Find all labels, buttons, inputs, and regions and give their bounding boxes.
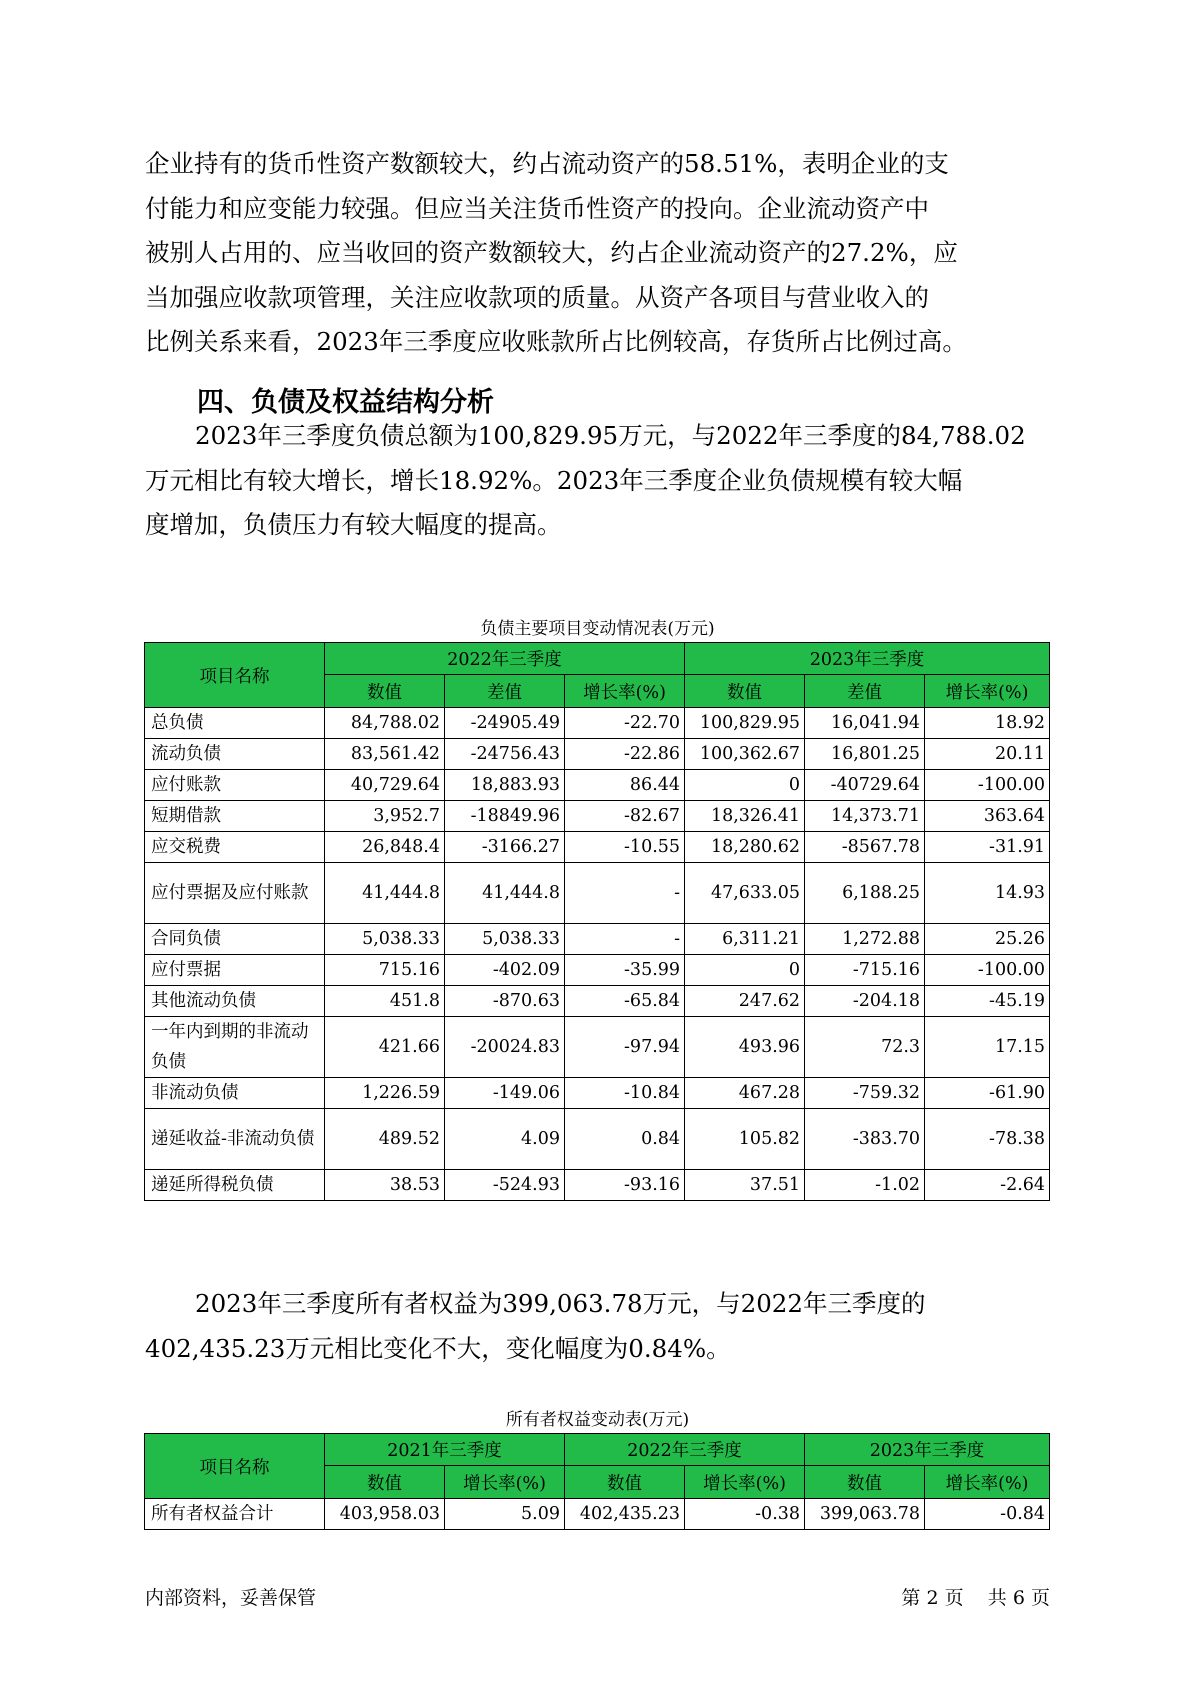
table-cell: 17.15 bbox=[925, 1017, 1050, 1078]
table-cell: 26,848.4 bbox=[325, 832, 445, 863]
table-cell: -2.64 bbox=[925, 1170, 1050, 1201]
table2-sub-header: 数值 bbox=[325, 1466, 445, 1499]
table-cell: 14,373.71 bbox=[805, 801, 925, 832]
table-cell: 5,038.33 bbox=[325, 924, 445, 955]
paragraph-line: 度增加，负债压力有较大幅度的提高。 bbox=[145, 510, 562, 539]
paragraph-line: 2023年三季度所有者权益为399,063.78万元，与2022年三季度的 bbox=[195, 1289, 926, 1318]
section-heading: 四、负债及权益结构分析 bbox=[197, 387, 494, 418]
table-cell: -65.84 bbox=[565, 986, 685, 1017]
table2-sub-header: 数值 bbox=[805, 1466, 925, 1499]
row-label: 短期借款 bbox=[145, 801, 325, 832]
table-cell: 402,435.23 bbox=[565, 1499, 685, 1530]
row-label: 应付账款 bbox=[145, 770, 325, 801]
paragraph-line: 万元相比有较大增长，增长18.92%。2023年三季度企业负债规模有较大幅 bbox=[145, 465, 963, 495]
paragraph-line: 被别人占用的、应当收回的资产数额较大，约占企业流动资产的27.2%，应 bbox=[145, 238, 958, 267]
row-label: 递延收益-非流动负债 bbox=[145, 1109, 325, 1170]
table1-sub-header: 差值 bbox=[805, 675, 925, 708]
table-cell: 399,063.78 bbox=[805, 1499, 925, 1530]
page-total: 6 bbox=[1012, 1587, 1025, 1609]
table1-sub-header: 差值 bbox=[445, 675, 565, 708]
table-cell: 16,801.25 bbox=[805, 739, 925, 770]
table1-period-header: 2023年三季度 bbox=[685, 643, 1050, 675]
row-label: 应交税费 bbox=[145, 832, 325, 863]
table-cell: 247.62 bbox=[685, 986, 805, 1017]
table-cell: 18,883.93 bbox=[445, 770, 565, 801]
table-cell: -61.90 bbox=[925, 1078, 1050, 1109]
table-cell: -8567.78 bbox=[805, 832, 925, 863]
table-cell: -82.67 bbox=[565, 801, 685, 832]
table-cell: 467.28 bbox=[685, 1078, 805, 1109]
table-cell: -0.38 bbox=[685, 1499, 805, 1530]
table1-sub-header: 数值 bbox=[685, 675, 805, 708]
table-cell: -524.93 bbox=[445, 1170, 565, 1201]
table-cell: 493.96 bbox=[685, 1017, 805, 1078]
table-cell: 86.44 bbox=[565, 770, 685, 801]
table2-sub-header: 增长率(%) bbox=[445, 1466, 565, 1499]
table-cell: 6,311.21 bbox=[685, 924, 805, 955]
table-row bbox=[145, 924, 1050, 955]
table-cell: 41,444.8 bbox=[325, 863, 445, 924]
table2-caption: 所有者权益变动表(万元) bbox=[505, 1410, 690, 1430]
row-label: 递延所得税负债 bbox=[145, 1170, 325, 1201]
paragraph-line: 付能力和应变能力较强。但应当关注货币性资产的投向。企业流动资产中 bbox=[145, 193, 929, 223]
table1-caption: 负债主要项目变动情况表(万元) bbox=[480, 619, 715, 639]
page-current-prefix: 第 bbox=[901, 1587, 921, 1609]
table-cell: 83,561.42 bbox=[325, 739, 445, 770]
row-label: 总负债 bbox=[145, 708, 325, 739]
table-cell: -204.18 bbox=[805, 986, 925, 1017]
table-row bbox=[145, 955, 1050, 986]
paragraph-line: 比例关系来看，2023年三季度应收账款所占比例较高，存货所占比例过高。 bbox=[145, 327, 967, 356]
table-cell: -20024.83 bbox=[445, 1017, 565, 1078]
table-cell: 0.84 bbox=[565, 1109, 685, 1170]
table-cell: 3,952.7 bbox=[325, 801, 445, 832]
table1-sub-header: 数值 bbox=[325, 675, 445, 708]
table-cell: -45.19 bbox=[925, 986, 1050, 1017]
table-cell: 40,729.64 bbox=[325, 770, 445, 801]
page-number bbox=[901, 1585, 1050, 1611]
table-cell: - bbox=[565, 863, 685, 924]
table-cell: 16,041.94 bbox=[805, 708, 925, 739]
table-cell: 72.3 bbox=[805, 1017, 925, 1078]
table-row bbox=[145, 1078, 1050, 1109]
table2-sub-header: 增长率(%) bbox=[925, 1466, 1050, 1499]
table-cell: 403,958.03 bbox=[325, 1499, 445, 1530]
table-cell: -715.16 bbox=[805, 955, 925, 986]
paragraph-asset-analysis bbox=[145, 142, 1050, 365]
table-row bbox=[145, 708, 1050, 739]
table2-sub-header: 增长率(%) bbox=[685, 1466, 805, 1499]
table-cell: 0 bbox=[685, 770, 805, 801]
table-row bbox=[145, 770, 1050, 801]
table-cell: 451.8 bbox=[325, 986, 445, 1017]
table-cell: 105.82 bbox=[685, 1109, 805, 1170]
row-label: 一年内到期的非流动负债 bbox=[145, 1017, 325, 1078]
table-row bbox=[145, 1499, 1050, 1530]
table2-sub-header: 数值 bbox=[565, 1466, 685, 1499]
table-cell: -93.16 bbox=[565, 1170, 685, 1201]
table-cell: -100.00 bbox=[925, 770, 1050, 801]
table-cell: -100.00 bbox=[925, 955, 1050, 986]
table-cell: -870.63 bbox=[445, 986, 565, 1017]
table2-period-header: 2021年三季度 bbox=[325, 1434, 565, 1466]
table-cell: -24756.43 bbox=[445, 739, 565, 770]
table-cell: 5.09 bbox=[445, 1499, 565, 1530]
table-cell: 41,444.8 bbox=[445, 863, 565, 924]
row-label: 合同负债 bbox=[145, 924, 325, 955]
table-cell: -40729.64 bbox=[805, 770, 925, 801]
row-label: 其他流动负债 bbox=[145, 986, 325, 1017]
table-cell: 20.11 bbox=[925, 739, 1050, 770]
page-current: 2 bbox=[926, 1587, 939, 1609]
table-cell: 25.26 bbox=[925, 924, 1050, 955]
page-total-prefix: 共 bbox=[987, 1587, 1007, 1609]
table-cell: 4.09 bbox=[445, 1109, 565, 1170]
table-cell: -1.02 bbox=[805, 1170, 925, 1201]
page-total-suffix: 页 bbox=[1030, 1587, 1050, 1609]
page-current-suffix: 页 bbox=[944, 1587, 964, 1609]
table-cell: 6,188.25 bbox=[805, 863, 925, 924]
paragraph-line: 2023年三季度负债总额为100,829.95万元，与2022年三季度的84,788.02 bbox=[195, 421, 1026, 450]
table-cell: 5,038.33 bbox=[445, 924, 565, 955]
table1-period-header: 2022年三季度 bbox=[325, 643, 685, 675]
table-cell: 47,633.05 bbox=[685, 863, 805, 924]
table-cell: -402.09 bbox=[445, 955, 565, 986]
table-cell: 0 bbox=[685, 955, 805, 986]
table-cell: -0.84 bbox=[925, 1499, 1050, 1530]
row-label: 应付票据 bbox=[145, 955, 325, 986]
table-cell: 84,788.02 bbox=[325, 708, 445, 739]
paragraph-line: 当加强应收款项管理，关注应收款项的质量。从资产各项目与营业收入的 bbox=[145, 282, 929, 312]
table-row bbox=[145, 986, 1050, 1017]
table-cell: 38.53 bbox=[325, 1170, 445, 1201]
row-label: 应付票据及应付账款 bbox=[145, 863, 325, 924]
table-cell: 18,280.62 bbox=[685, 832, 805, 863]
table-cell: 18,326.41 bbox=[685, 801, 805, 832]
table-cell: -97.94 bbox=[565, 1017, 685, 1078]
table-cell: 37.51 bbox=[685, 1170, 805, 1201]
table-row bbox=[145, 1109, 1050, 1170]
table-cell: 489.52 bbox=[325, 1109, 445, 1170]
table2-period-header: 2022年三季度 bbox=[565, 1434, 805, 1466]
table-cell: 18.92 bbox=[925, 708, 1050, 739]
table2-period-header: 2023年三季度 bbox=[805, 1434, 1050, 1466]
equity-table bbox=[144, 1433, 1050, 1530]
table1-name-header: 项目名称 bbox=[145, 643, 325, 708]
table1-sub-header: 增长率(%) bbox=[925, 675, 1050, 708]
table-cell: 100,362.67 bbox=[685, 739, 805, 770]
table-cell: 1,272.88 bbox=[805, 924, 925, 955]
paragraph-equity-summary bbox=[145, 1282, 1050, 1371]
footer-note: 内部资料，妥善保管 bbox=[145, 1587, 317, 1609]
table1-sub-header: 增长率(%) bbox=[565, 675, 685, 708]
table-cell: -24905.49 bbox=[445, 708, 565, 739]
table-cell: - bbox=[565, 924, 685, 955]
table-cell: -18849.96 bbox=[445, 801, 565, 832]
table-cell: -10.84 bbox=[565, 1078, 685, 1109]
table-cell: -22.70 bbox=[565, 708, 685, 739]
table-row bbox=[145, 832, 1050, 863]
table-cell: 1,226.59 bbox=[325, 1078, 445, 1109]
table-cell: -22.86 bbox=[565, 739, 685, 770]
row-label: 非流动负债 bbox=[145, 1078, 325, 1109]
row-label: 所有者权益合计 bbox=[145, 1499, 325, 1530]
liability-table bbox=[144, 642, 1050, 1201]
table-cell: 14.93 bbox=[925, 863, 1050, 924]
table-row bbox=[145, 801, 1050, 832]
table-cell: 100,829.95 bbox=[685, 708, 805, 739]
table-row bbox=[145, 739, 1050, 770]
table-cell: -31.91 bbox=[925, 832, 1050, 863]
table-cell: 421.66 bbox=[325, 1017, 445, 1078]
paragraph-line: 企业持有的货币性资产数额较大，约占流动资产的58.51%，表明企业的支 bbox=[145, 149, 949, 178]
table-row bbox=[145, 1170, 1050, 1201]
table-cell: -149.06 bbox=[445, 1078, 565, 1109]
table-cell: -383.70 bbox=[805, 1109, 925, 1170]
table-cell: 715.16 bbox=[325, 955, 445, 986]
table-cell: -3166.27 bbox=[445, 832, 565, 863]
table-cell: 363.64 bbox=[925, 801, 1050, 832]
table-cell: -35.99 bbox=[565, 955, 685, 986]
table-cell: -78.38 bbox=[925, 1109, 1050, 1170]
table-row bbox=[145, 1017, 1050, 1078]
paragraph-liability-summary bbox=[145, 414, 1050, 548]
row-label: 流动负债 bbox=[145, 739, 325, 770]
table-row bbox=[145, 863, 1050, 924]
table2-name-header: 项目名称 bbox=[145, 1434, 325, 1499]
paragraph-line: 402,435.23万元相比变化不大，变化幅度为0.84%。 bbox=[145, 1333, 731, 1363]
table-cell: -759.32 bbox=[805, 1078, 925, 1109]
table-cell: -10.55 bbox=[565, 832, 685, 863]
